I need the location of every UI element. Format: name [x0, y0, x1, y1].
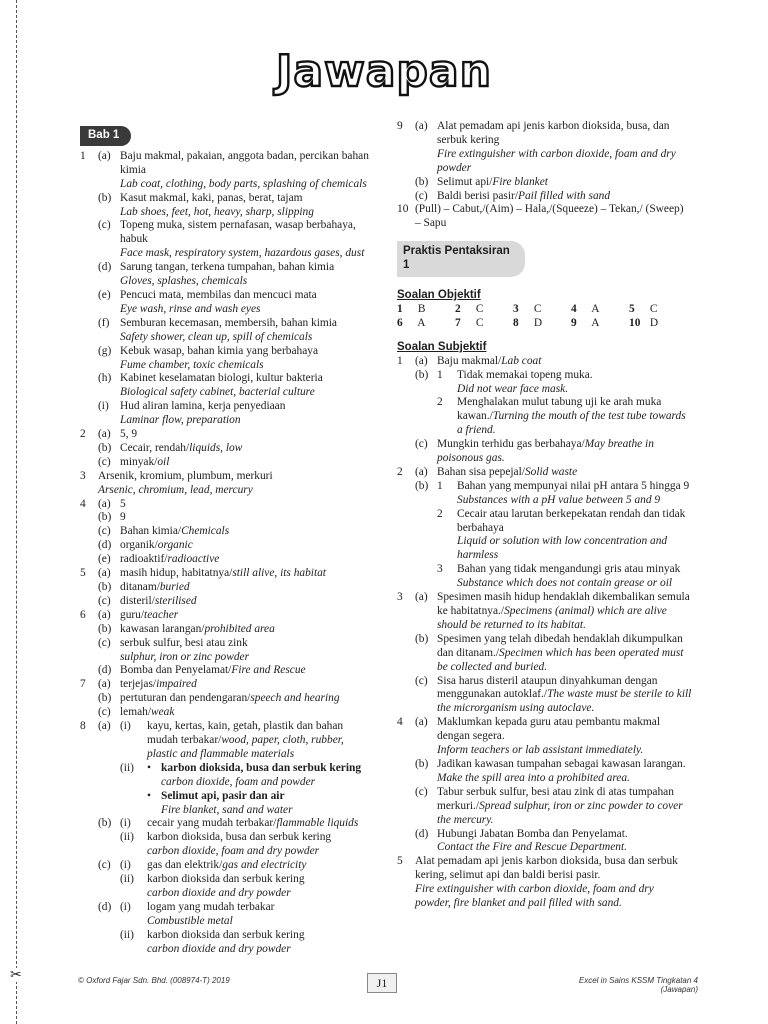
- answer-line: Did not wear face mask.: [457, 382, 569, 395]
- objective-answer: 1 B: [397, 302, 426, 315]
- answer-line: (d) Hubungi Jabatan Bomba dan Penyelamat.: [415, 827, 628, 840]
- answer-line: 7 (a) terjejas/impaired: [80, 678, 197, 691]
- answer-line: (c) Tabur serbuk sulfur, besi atau zink di atas tumpahan merkuri./Spread sulphur, iron or zinc powder to cover the mercury.: [415, 785, 683, 826]
- objective-answer: 9 A: [571, 316, 600, 329]
- answer-line: Liquid or solution with low concentration and harmless: [457, 535, 668, 562]
- answer-line: (e) Pencuci mata, membilas dan mencuci mata: [98, 288, 317, 301]
- answer-line: (ii) • karbon dioksida, busa dan serbuk kering: [120, 761, 362, 774]
- answer-line: (b) 1 Tidak memakai topeng muka.: [415, 368, 593, 381]
- answer-line: (g) Kebuk wasap, bahan kimia yang berbahaya: [98, 344, 318, 357]
- answer-line: (b) 9: [98, 511, 126, 524]
- answer-line: Arsenic, chromium, lead, mercury: [98, 483, 253, 496]
- answer-line: (i) Hud aliran lamina, kerja penyediaan: [98, 400, 286, 413]
- answer-line: (b) Spesimen yang telah dibedah hendaklah dikumpulkan dan ditanam./Specimen which has been operated must be collected and buried.: [415, 632, 684, 673]
- answer-line: Face mask, respiratory system, hazardous gases, dust: [120, 247, 365, 260]
- answer-line: Safety shower, clean up, spill of chemicals: [120, 330, 313, 343]
- answer-line: 4 (a) Maklumkan kepada guru atau pembantu makmal dengan segera.: [397, 716, 660, 743]
- page-title: Jawapan: [276, 46, 492, 97]
- answer-line: Eye wash, rinse and wash eyes: [120, 302, 261, 315]
- subjective-heading: Soalan Subjektif: [397, 340, 487, 353]
- answer-line: 3 Bahan yang tidak mengandungi gris atau minyak: [437, 563, 681, 576]
- answer-line: carbon dioxide, foam and powder: [161, 775, 316, 788]
- objective-answer: 4 A: [571, 302, 600, 315]
- answer-line: 3 (a) Spesimen masih hidup hendaklah dikembalikan semula ke habitatnya./Specimens (animal) which are alive should be returned to its habitat.: [397, 591, 690, 631]
- answer-line: 1 (a) Baju makmal/Lab coat: [397, 354, 542, 367]
- answer-line: (b) Kasut makmal, kaki, panas, berat, tajam: [98, 191, 303, 204]
- answer-line: (b) Jadikan kawasan tumpahan sebagai kawasan larangan.: [415, 757, 686, 770]
- answer-line: Laminar flow, preparation: [120, 414, 241, 427]
- answer-list: [397, 355, 692, 911]
- answer-list: [80, 150, 376, 957]
- answer-line: Inform teachers or lab assistant immediately.: [437, 744, 644, 757]
- answer-line: (b) pertuturan dan pendengaran/speech and hearing: [98, 692, 340, 705]
- answer-line: Make the spill area into a prohibited area.: [437, 771, 630, 784]
- answer-line: Gloves, splashes, chemicals: [120, 275, 248, 288]
- answer-line: (ii) karbon dioksida dan serbuk kering: [120, 928, 305, 941]
- answer-line: 10 (Pull) – Cabut,/(Aim) – Hala,/(Squeeze) – Tekan,/ (Sweep) – Sapu: [397, 203, 684, 230]
- answer-line: (c) Bahan kimia/Chemicals: [98, 525, 230, 538]
- answer-line: 3 Arsenik, kromium, plumbum, merkuri: [80, 469, 273, 482]
- answer-line: 1 (a) Baju makmal, pakaian, anggota badan, percikan bahan kimia: [80, 149, 369, 176]
- answer-line: 2 (a) 5, 9: [80, 428, 138, 441]
- answer-line: (d) (i) logam yang mudah terbakar: [98, 900, 275, 913]
- answer-line: Substance which does not contain grease or oil: [457, 577, 673, 590]
- answer-line: 2 Menghalakan mulut tabung uji ke arah muka kawan./Turning the mouth of the test tube towards a friend.: [437, 396, 686, 437]
- answer-line: Contact the Fire and Rescue Department.: [437, 841, 628, 854]
- answer-line: (d) Bomba dan Penyelamat/Fire and Rescue: [98, 664, 306, 677]
- answer-line: (d) organik/organic: [98, 539, 193, 552]
- footer-copyright: © Oxford Fajar Sdn. Bhd. (008974-T) 2019: [78, 976, 230, 985]
- answer-line: Substances with a pH value between 5 and 9: [457, 493, 661, 506]
- objective-answer: 7 C: [455, 316, 484, 329]
- answer-line: (f) Semburan kecemasan, membersih, bahan kimia: [98, 316, 337, 329]
- answer-line: (b) Selimut api/Fire blanket: [415, 175, 548, 188]
- answer-line: (c) Topeng muka, sistem pernafasan, wasap berbahaya, habuk: [98, 219, 356, 246]
- objective-answer: 6 A: [397, 316, 426, 329]
- answer-line: Lab coat, clothing, body parts, splashing of chemicals: [120, 177, 367, 190]
- answer-line: carbon dioxide, foam and dry powder: [147, 845, 320, 858]
- answer-line: (c) minyak/oil: [98, 455, 170, 468]
- answer-line: sulphur, iron or zinc powder: [120, 650, 249, 663]
- answer-line: Combustible metal: [147, 914, 233, 927]
- left-column: [80, 126, 376, 956]
- section-title: Praktis Pentaksiran 1: [397, 241, 525, 277]
- answer-line: 2 (a) Bahan sisa pepejal/Solid waste: [397, 465, 578, 478]
- answer-line: (c) (i) gas dan elektrik/gas and electricity: [98, 859, 307, 872]
- answer-line: (b) ditanam/buried: [98, 581, 190, 593]
- answer-line: (e) radioaktif/radioactive: [98, 553, 220, 566]
- answer-line: Lab shoes, feet, hot, heavy, sharp, slipping: [120, 205, 314, 218]
- answer-line: (ii) karbon dioksida dan serbuk kering: [120, 873, 305, 886]
- page-number: J1: [367, 973, 397, 993]
- answer-line: (h) Kabinet keselamatan biologi, kultur bakteria: [98, 372, 323, 385]
- objective-answer: 10 D: [629, 316, 659, 329]
- objective-answer: 5 C: [629, 302, 658, 315]
- answer-line: (c) disteril/sterilised: [98, 594, 197, 607]
- objective-heading: Soalan Objektif: [397, 289, 481, 302]
- objective-answer: 8 D: [513, 316, 543, 329]
- chapter-badge: Bab 1: [80, 126, 131, 146]
- answer-line: 8 (a) (i) kayu, kertas, kain, getah, plastik dan bahan mudah terbakar/wood, paper, cloth, rubber, plastic and flammable materials: [80, 720, 344, 760]
- answer-line: carbon dioxide and dry powder: [147, 886, 291, 899]
- answer-line: (c) Baldi berisi pasir/Pail filled with sand: [415, 189, 611, 202]
- answer-line: 6 (a) guru/teacher: [80, 608, 179, 621]
- answer-line: (b) 1 Bahan yang mempunyai nilai pH antara 5 hingga 9: [415, 479, 690, 492]
- objective-answer: 3 C: [513, 302, 542, 315]
- answer-line: 5 Alat pemadam api jenis karbon dioksida, busa dan serbuk kering, selimut api dan baldi berisi pasir.: [397, 855, 678, 882]
- answer-line: (b) kawasan larangan/prohibited area: [98, 622, 275, 635]
- answer-line: Fire extinguisher with carbon dioxide, foam and dry powder, fire blanket and pail filled with sand.: [415, 883, 654, 910]
- right-column: [397, 120, 692, 911]
- answer-line: (b) Cecair, rendah/liquids, low: [98, 441, 243, 454]
- answer-line: Fume chamber, toxic chemicals: [120, 358, 264, 371]
- footer-book-title: Excel in Sains KSSM Tingkatan 4 (Jawapan): [578, 976, 698, 994]
- answer-line: 9 (a) Alat pemadam api jenis karbon dioksida, busa, dan serbuk kering: [397, 120, 670, 146]
- answer-line: • Selimut api, pasir dan air: [147, 789, 285, 802]
- answer-line: Biological safety cabinet, bacterial culture: [120, 386, 315, 399]
- answer-line: Fire blanket, sand and water: [161, 803, 293, 816]
- answer-list: [397, 120, 692, 231]
- objective-answer: 2 C: [455, 302, 484, 315]
- answer-line: (c) lemah/weak: [98, 706, 175, 719]
- answer-line: carbon dioxide and dry powder: [147, 942, 291, 955]
- answer-line: (c) serbuk sulfur, besi atau zink: [98, 636, 248, 649]
- answer-line: 2 Cecair atau larutan berkepekatan rendah dan tidak berbahaya: [437, 507, 686, 534]
- answer-line: (c) Mungkin terhidu gas berbahaya/May breathe in poisonous gas.: [415, 438, 654, 465]
- answer-line: (d) Sarung tangan, terkena tumpahan, bahan kimia: [98, 261, 335, 274]
- answer-line: 4 (a) 5: [80, 497, 126, 510]
- answer-line: (c) Sisa harus disteril ataupun dinyahkuman dengan menggunakan autoklaf./The waste must be sterile to kill the microrganism using autoclave.: [415, 674, 692, 715]
- scissors-icon: ✂: [10, 967, 22, 983]
- answer-line: Fire extinguisher with carbon dioxide, foam and dry powder: [437, 147, 676, 174]
- answer-line: (ii) karbon dioksida, busa dan serbuk kering: [120, 831, 332, 844]
- objective-answers: [397, 303, 692, 331]
- answer-line: (b) (i) cecair yang mudah terbakar/flammable liquids: [98, 817, 359, 830]
- cut-line: [16, 0, 17, 1024]
- answer-line: 5 (a) masih hidup, habitatnya/still alive, its habitat: [80, 567, 326, 580]
